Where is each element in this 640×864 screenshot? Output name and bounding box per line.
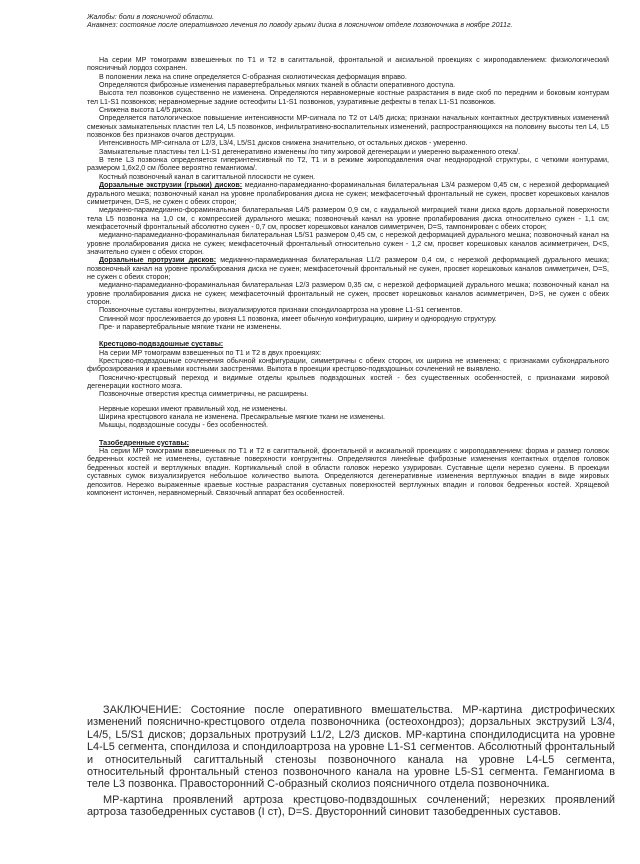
spine-paragraph: Интенсивность МР-сигнала от L2/3, L3/4, L5/S1 дисков снижена значительно, от остальных дисков - умеренно. <box>99 139 468 148</box>
sacroiliac-paragraph: Нервные корешки имеют правильный ход, не изменены. <box>99 404 288 413</box>
protrusions-heading: Дорзальные протрузии дисков: <box>99 256 217 265</box>
spine-paragraph: В теле L3 позвонка определяется гиперинтенсивный по Т2, Т1 и в режиме жироподавления очаг неоднородной структуры, с четкими контурами, размером 1,6х2,0 см /более вероятно гемангиома/. <box>87 156 609 173</box>
spine-paragraph: Позвоночные суставы конгруэнтны, визуализируются признаки спондилоартроза на уровне L1-S1 сегментов. <box>99 306 463 315</box>
sacroiliac-paragraph: Крестцово-подвздошные сочленения обычной конфигурации, симметричны с обеих сторон, их ширина не изменена; с признаками субхондрального фиброзирования и краевыми костными заостренями. Выпота в проекции крестцово-подвздошных сочленений не выявлено. <box>87 357 609 374</box>
extrusion-l34: медианно-парамедианно-фораминальная билатеральная L3/4 размером 0,45 см, с нерезкой деформацией дурального мешка; позвоночный канал на уровне пролабирования диска не сужен; межфасеточный фронтальный не сужен, просвет корешковых каналов симметричен, D=S, не сужен с обеих сторон; <box>87 181 609 206</box>
spine-paragraph: В положении лежа на спине определяется С-образная сколиотическая деформация вправо. <box>99 72 407 81</box>
spine-paragraph: Спинной мозг прослеживается до уровня L1 позвонка, имеет обычную конфигурацию, ширину и однородную структуру. <box>99 314 497 323</box>
conclusion-block <box>87 704 615 819</box>
report-body <box>87 56 609 497</box>
extrusions-paragraph <box>87 181 609 206</box>
spine-paragraph: Определяются фиброзные изменения паравертебральных мягких тканей в области оперативного доступа. <box>99 81 456 90</box>
spine-paragraph: Определяется патологическое повышение интенсивности МР-сигнала по Т2 от L4/5 диска; признаки начальных контактных деструктивных изменений смежных замыкательных пластин тел L4, L5 позвонков, инфильтративно-воспалительных изменений, распространяющихся на половину высоты тел L4, L5 позвонков без признаков очагов деструкции. <box>87 114 609 140</box>
extrusion-l5s1: медианно-парамедианно-фораминальная билатеральная L5/S1 размером 0,45 см, с нерезкой деформацией дурального мешка; позвоночный канал на уровне пролабирования диска не сужен; межфасеточный фронтальный относительно сужен - 1,2 см, просвет корешковых каналов асимметричен, D<S, значительно сужен с обеих сторон. <box>87 231 609 256</box>
report-header <box>87 13 609 30</box>
conclusion-paragraph: МР-картина проявлений артроза крестцово-подвздошных сочленений; нерезких проявлений артроза тазобедренных суставов (I ст), D=S. Двусторонний синовит тазобедренных суставов. <box>87 793 615 819</box>
conclusion-paragraph: ЗАКЛЮЧЕНИЕ: Состояние после оперативного вмешательства. МР-картина дистрофических изменений пояснично-крестцового отдела позвоночника (остеохондроз); дорзальных экструзий L3/4, L4/5, L5/S1 дисков; дорзальных протрузий L1/2, L2/3 дисков. МР-картина спондилодисцита на уровне L4-L5 сегмента, спондилоза и спондилоартроза на уровне L1-S1 сегментов. Абсолютный фронтальный и относительный сагиттальный стенозы позвоночного канала на уровне L4-L5 сегмента, относительный фронтальный стеноз позвоночного канала на уровне L5-S1 сегмента. Гемангиома в теле L3 позвонка. Правосторонний С-образный сколиоз поясничного отдела позвоночника. <box>87 704 615 791</box>
spine-paragraph: На серии МР томограмм взвешенных по Т1 и Т2 в сагиттальной, фронтальной и аксиальной проекциях с жироподавлением: физиологический поясничный лордоз сохранен. <box>87 56 609 73</box>
extrusions-heading: Дорзальные экструзии (грыжи) дисков: <box>99 181 243 190</box>
spine-paragraph: Замыкательные пластины тел L1-S1 дегенеративно изменены /по типу жировой дегенерации и умеренно выраженного отека/. <box>99 147 521 156</box>
sacroiliac-paragraph: Мышцы, подвздошные сосуды - без особенностей. <box>99 421 268 430</box>
sacroiliac-paragraph: Пояснично-крестцовый переход и видимые отделы крыльев подвздошных костей - без существенных особенностей, с признаками жировой дегенерации костного мозга. <box>87 373 609 391</box>
sacroiliac-paragraph: Ширина крестцового канала не изменена. Пресакральные мягкие ткани не изменены. <box>99 413 385 422</box>
spine-paragraph: Снижена высота L4/5 диска. <box>99 106 194 115</box>
complaints-line: Жалобы: боли в поясничной области. <box>87 13 215 21</box>
spine-paragraph: Костный позвоночный канал в сагиттальной плоскости не сужен. <box>99 172 316 181</box>
hip-heading: Тазобедренные суставы: <box>99 438 189 447</box>
protrusion-l23: медианно-парамедианно-фораминальная билатеральная L2/3 размером 0,35 см, с нерезкой деформацией дурального мешка; позвоночный канал на уровне пролабирования диска не сужен; межфасеточный фронтальный не сужен, просвет корешковых каналов асимметричен, D>S, не сужен с обеих сторон. <box>87 281 609 306</box>
sacroiliac-heading: Крестцово-подвздошные суставы: <box>99 340 224 349</box>
spine-paragraph: Пре- и паравертебральные мягкие ткани не изменены. <box>99 323 282 331</box>
spine-paragraph: Высота тел позвонков существенно не изменена. Определяются неравномерные костные разрастания в виде скоб по передним и боковым контурам тел L1-S1 позвонков; неравномерные задние остеофиты L1-S1 позвонков, узуративные дефекты в телах L1-S1 позвонков. <box>87 89 609 106</box>
sacroiliac-paragraph: На серии МР томограмм взвешенных по Т1 и Т2 в двух проекциях: <box>99 348 322 357</box>
anamnesis-line: Анамнез: состояние после оперативного лечения по поводу грыжи диска в поясничном отделе позвоночника в ноябре 2011г. <box>87 21 513 30</box>
protrusions-paragraph <box>87 256 609 281</box>
protrusion-l12: медианно-парамедианная билатеральная L1/2 размером 0,4 см, с нерезкой деформацией дурального мешка; позвоночный канал на уровне пролабирования диска не сужен; межфасеточный фронтальный не сужен, просвет корешковых каналов симметричен, D=S, не сужен с обеих сторон; <box>87 256 609 281</box>
extrusion-l45: медианно-парамедианно-фораминальная билатеральная L4/5 размером 0,9 см, с каудальной миграцией ткани диска вдоль дорзальной поверхности тела L5 позвонка на 1,0 см, с компрессией дурального мешка; позвоночный канал на уровне пролабирования диска относительно сужен - 1,1 см; межфасеточный фронтальный абсолютно сужен - 0,7 см, просвет корешковых каналов симметричен, D=S, тампонирован с обеих сторон; <box>87 206 609 231</box>
hip-paragraph: На серии МР томограмм взвешенных по Т1 и Т2 в сагиттальной, фронтальной и аксиальной проекциях с жироподавлением: форма и размер головок бедренных костей не изменены, суставные поверхности конгруэнтны. Определяются линейные фиброзные изменения контактных отделов головок бедренных костей и вертлужных впадин. Кортикальный слой в области головок нерезко узурирован. Суставные щели нерезко сужены. В проекции суставных сумок визуализируется небольшое количество выпота. Определяются дегенеративные изменения вертлужных впадин в виде жировых депозитов. Нерезко выраженные краевые костные разрастания суставных поверхностей вертлужных впадин и головок бедренных костей. Хрящевой компонент истончен, неравномерный. Связочный аппарат без особенностей. <box>87 447 609 497</box>
sacroiliac-paragraph: Позвоночные отверстия крестца симметричны, не расширены. <box>99 390 309 399</box>
